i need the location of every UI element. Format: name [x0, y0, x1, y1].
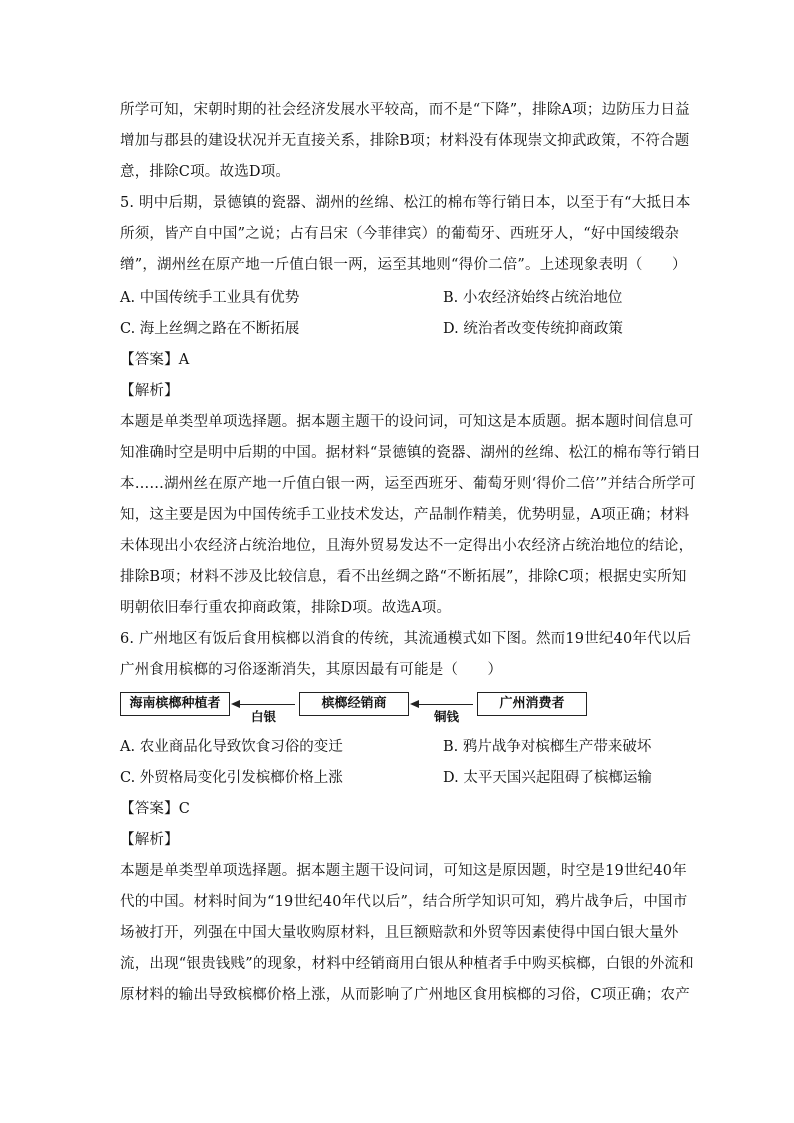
question-5-analysis: 明朝依旧奉行重农抑商政策，排除D项。故选A项。 — [120, 600, 452, 616]
question-5-option-d: D. 统治者改变传统抑商政策 — [443, 321, 623, 337]
question-5-analysis: 本……湖州丝在原产地一斤值白银一两，运至西班牙、葡萄牙则‘得价二倍’”并结合所学可 — [120, 476, 696, 492]
question-6-analysis: 流，出现“银贵钱贱”的现象，材料中经销商用白银从种植者手中购买槟榔，白银的外流和 — [120, 956, 694, 972]
question-5-analysis: 知，这主要是因为中国传统手工业技术发达，产品制作精美，优势明显，A项正确；材料 — [120, 507, 690, 523]
question-6-option-c: C. 外贸格局变化引发槟榔价格上涨 — [120, 770, 343, 786]
question-5-analysis-title: 【解析】 — [120, 383, 179, 399]
question-6-analysis-title: 【解析】 — [120, 832, 179, 848]
question-6-option-b: B. 鸦片战争对槟榔生产带来破坏 — [443, 739, 652, 755]
diagram-label-copper: 铜钱 — [434, 709, 460, 724]
text-line: 所学可知，宋朝时期的社会经济发展水平较高，而不是“下降”，排除A项；边防压力日益 — [120, 102, 690, 118]
question-6-stem: 6. 广州地区有饭后食用槟榔以消食的传统，其流通模式如下图。然而19世纪40年代以后 — [120, 631, 692, 647]
question-6-analysis: 原材料的输出导致槟榔价格上涨，从而影响了广州地区食用槟榔的习俗，C项正确；农产 — [120, 987, 690, 1003]
diagram-label-silver: 白银 — [251, 709, 277, 724]
question-5-option-a: A. 中国传统手工业具有优势 — [120, 290, 300, 306]
question-5-stem: 5. 明中后期，景德镇的瓷器、湖州的丝绵、松江的棉布等行销日本，以至于有“大抵日本 — [120, 195, 691, 211]
arrow-left-icon — [412, 704, 473, 705]
question-5-analysis: 知准确时空是明中后期的中国。据材料“景德镇的瓷器、湖州的丝绵、松江的棉布等行销日 — [120, 445, 701, 461]
text-line: 增加与郡县的建设状况并无直接关系，排除B项；材料没有体现崇文抑武政策，不符合题 — [120, 133, 690, 149]
question-5-answer: 【答案】A — [120, 352, 190, 368]
question-6-analysis: 本题是单类型单项选择题。据本题主题干设问词，可知这是原因题，时空是19世纪40年 — [120, 863, 687, 879]
question-5-stem: 所须，皆产自中国”之说；占有吕宋（今菲律宾）的葡萄牙、西班牙人，“好中国绫缎杂 — [120, 226, 680, 242]
question-5-stem: 缯”，湖州丝在原产地一斤值白银一两，运至其地则“得价二倍”。上述现象表明（ ） — [120, 257, 687, 273]
question-6-analysis: 代的中国。材料时间为“19世纪40年代以后”，结合所学知识可知，鸦片战争后，中国市 — [120, 894, 688, 910]
question-6-stem: 广州食用槟榔的习俗逐渐消失，其原因最有可能是（ ） — [120, 662, 503, 678]
text-line: 意，排除C项。故选D项。 — [120, 164, 291, 180]
diagram-box-dealers: 槟榔经销商 — [299, 692, 409, 716]
question-6-option-d: D. 太平天国兴起阻碍了槟榔运输 — [443, 770, 652, 786]
diagram-box-growers: 海南槟榔种植者 — [120, 692, 230, 716]
question-5-option-c: C. 海上丝绸之路在不断拓展 — [120, 321, 300, 337]
question-5-analysis: 本题是单类型单项选择题。据本题主题干的设问词，可知这是本质题。据本题时间信息可 — [120, 414, 694, 430]
arrow-left-icon — [233, 704, 295, 705]
question-6-analysis: 场被打开，列强在中国大量收购原材料，且巨额赔款和外贸等因素使得中国白银大量外 — [120, 925, 679, 941]
diagram-box-consumers: 广州消费者 — [477, 692, 587, 716]
question-5-analysis: 未体现出小农经济占统治地位，且海外贸易发达不一定得出小农经济占统治地位的结论， — [120, 538, 694, 554]
question-6-answer: 【答案】C — [120, 801, 191, 817]
question-5-analysis: 排除B项；材料不涉及比较信息，看不出丝绸之路“不断拓展”，排除C项；根据史实所知 — [120, 569, 687, 585]
question-6-option-a: A. 农业商品化导致饮食习俗的变迁 — [120, 739, 343, 755]
question-5-option-b: B. 小农经济始终占统治地位 — [443, 290, 623, 306]
circulation-diagram — [120, 692, 590, 728]
